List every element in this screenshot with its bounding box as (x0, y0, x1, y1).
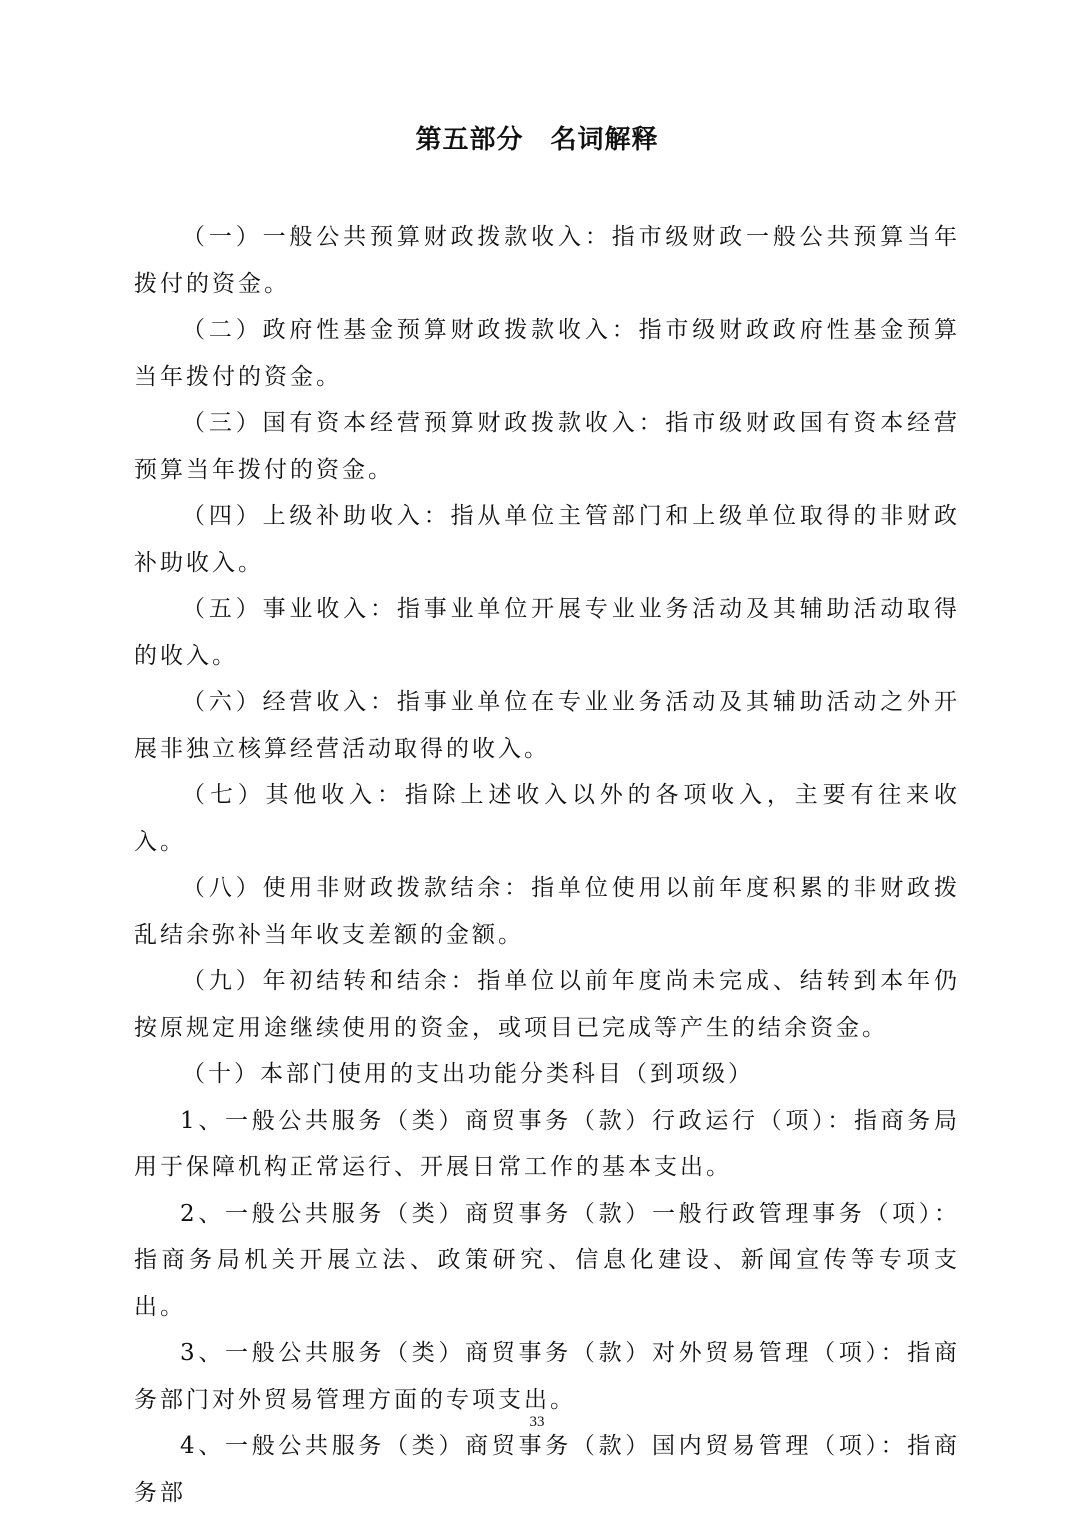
paragraph-2: （二）政府性基金预算财政拨款收入：指市级财政政府性基金预算当年拨付的资金。 (134, 317, 960, 390)
paragraph-5: （五）事业收入：指事业单位开展专业业务活动及其辅助活动取得的收入。 (134, 596, 960, 669)
paragraph-4: （四）上级补助收入：指从单位主管部门和上级单位取得的非财政补助收入。 (134, 503, 960, 576)
paragraph-13: 3、一般公共服务（类）商贸事务（款）对外贸易管理（项）：指商务部门对外贸易管理方面的专项支出。 (134, 1340, 960, 1413)
paragraph-10: （十）本部门使用的支出功能分类科目（到项级） (182, 1061, 754, 1087)
paragraph-12: 2、一般公共服务（类）商贸事务（款）一般行政管理事务（项）：指商务局机关开展立法、政策研究、信息化建设、新闻宣传等专项支出。 (134, 1200, 960, 1320)
paragraph-9: （九）年初结转和结余：指单位以前年度尚未完成、结转到本年仍按原规定用途继续使用的资金，或项目已完成等产生的结余资金。 (134, 968, 960, 1041)
page-number: 33 (529, 1414, 545, 1430)
paragraph-7: （七）其他收入：指除上述收入以外的各项收入，主要有往来收入。 (134, 782, 960, 855)
paragraph-14: 4、一般公共服务（类）商贸事务（款）国内贸易管理（项）：指商务部 (134, 1433, 960, 1506)
paragraph-8: （八）使用非财政拨款结余：指单位使用以前年度积累的非财政拨乱结余弥补当年收支差额的金额。 (134, 875, 960, 948)
document-body (134, 214, 960, 1516)
paragraph-11: 1、一般公共服务（类）商贸事务（款）行政运行（项）：指商务局用于保障机构正常运行、开展日常工作的基本支出。 (134, 1107, 960, 1180)
paragraph-3: （三）国有资本经营预算财政拨款收入：指市级财政国有资本经营预算当年拨付的资金。 (134, 410, 960, 483)
paragraph-1: （一）一般公共预算财政拨款收入：指市级财政一般公共预算当年拨付的资金。 (134, 224, 960, 297)
page-title: 第五部分 名词解释 (415, 125, 659, 155)
paragraph-6: （六）经营收入：指事业单位在专业业务活动及其辅助活动之外开展非独立核算经营活动取得的收入。 (134, 689, 960, 762)
